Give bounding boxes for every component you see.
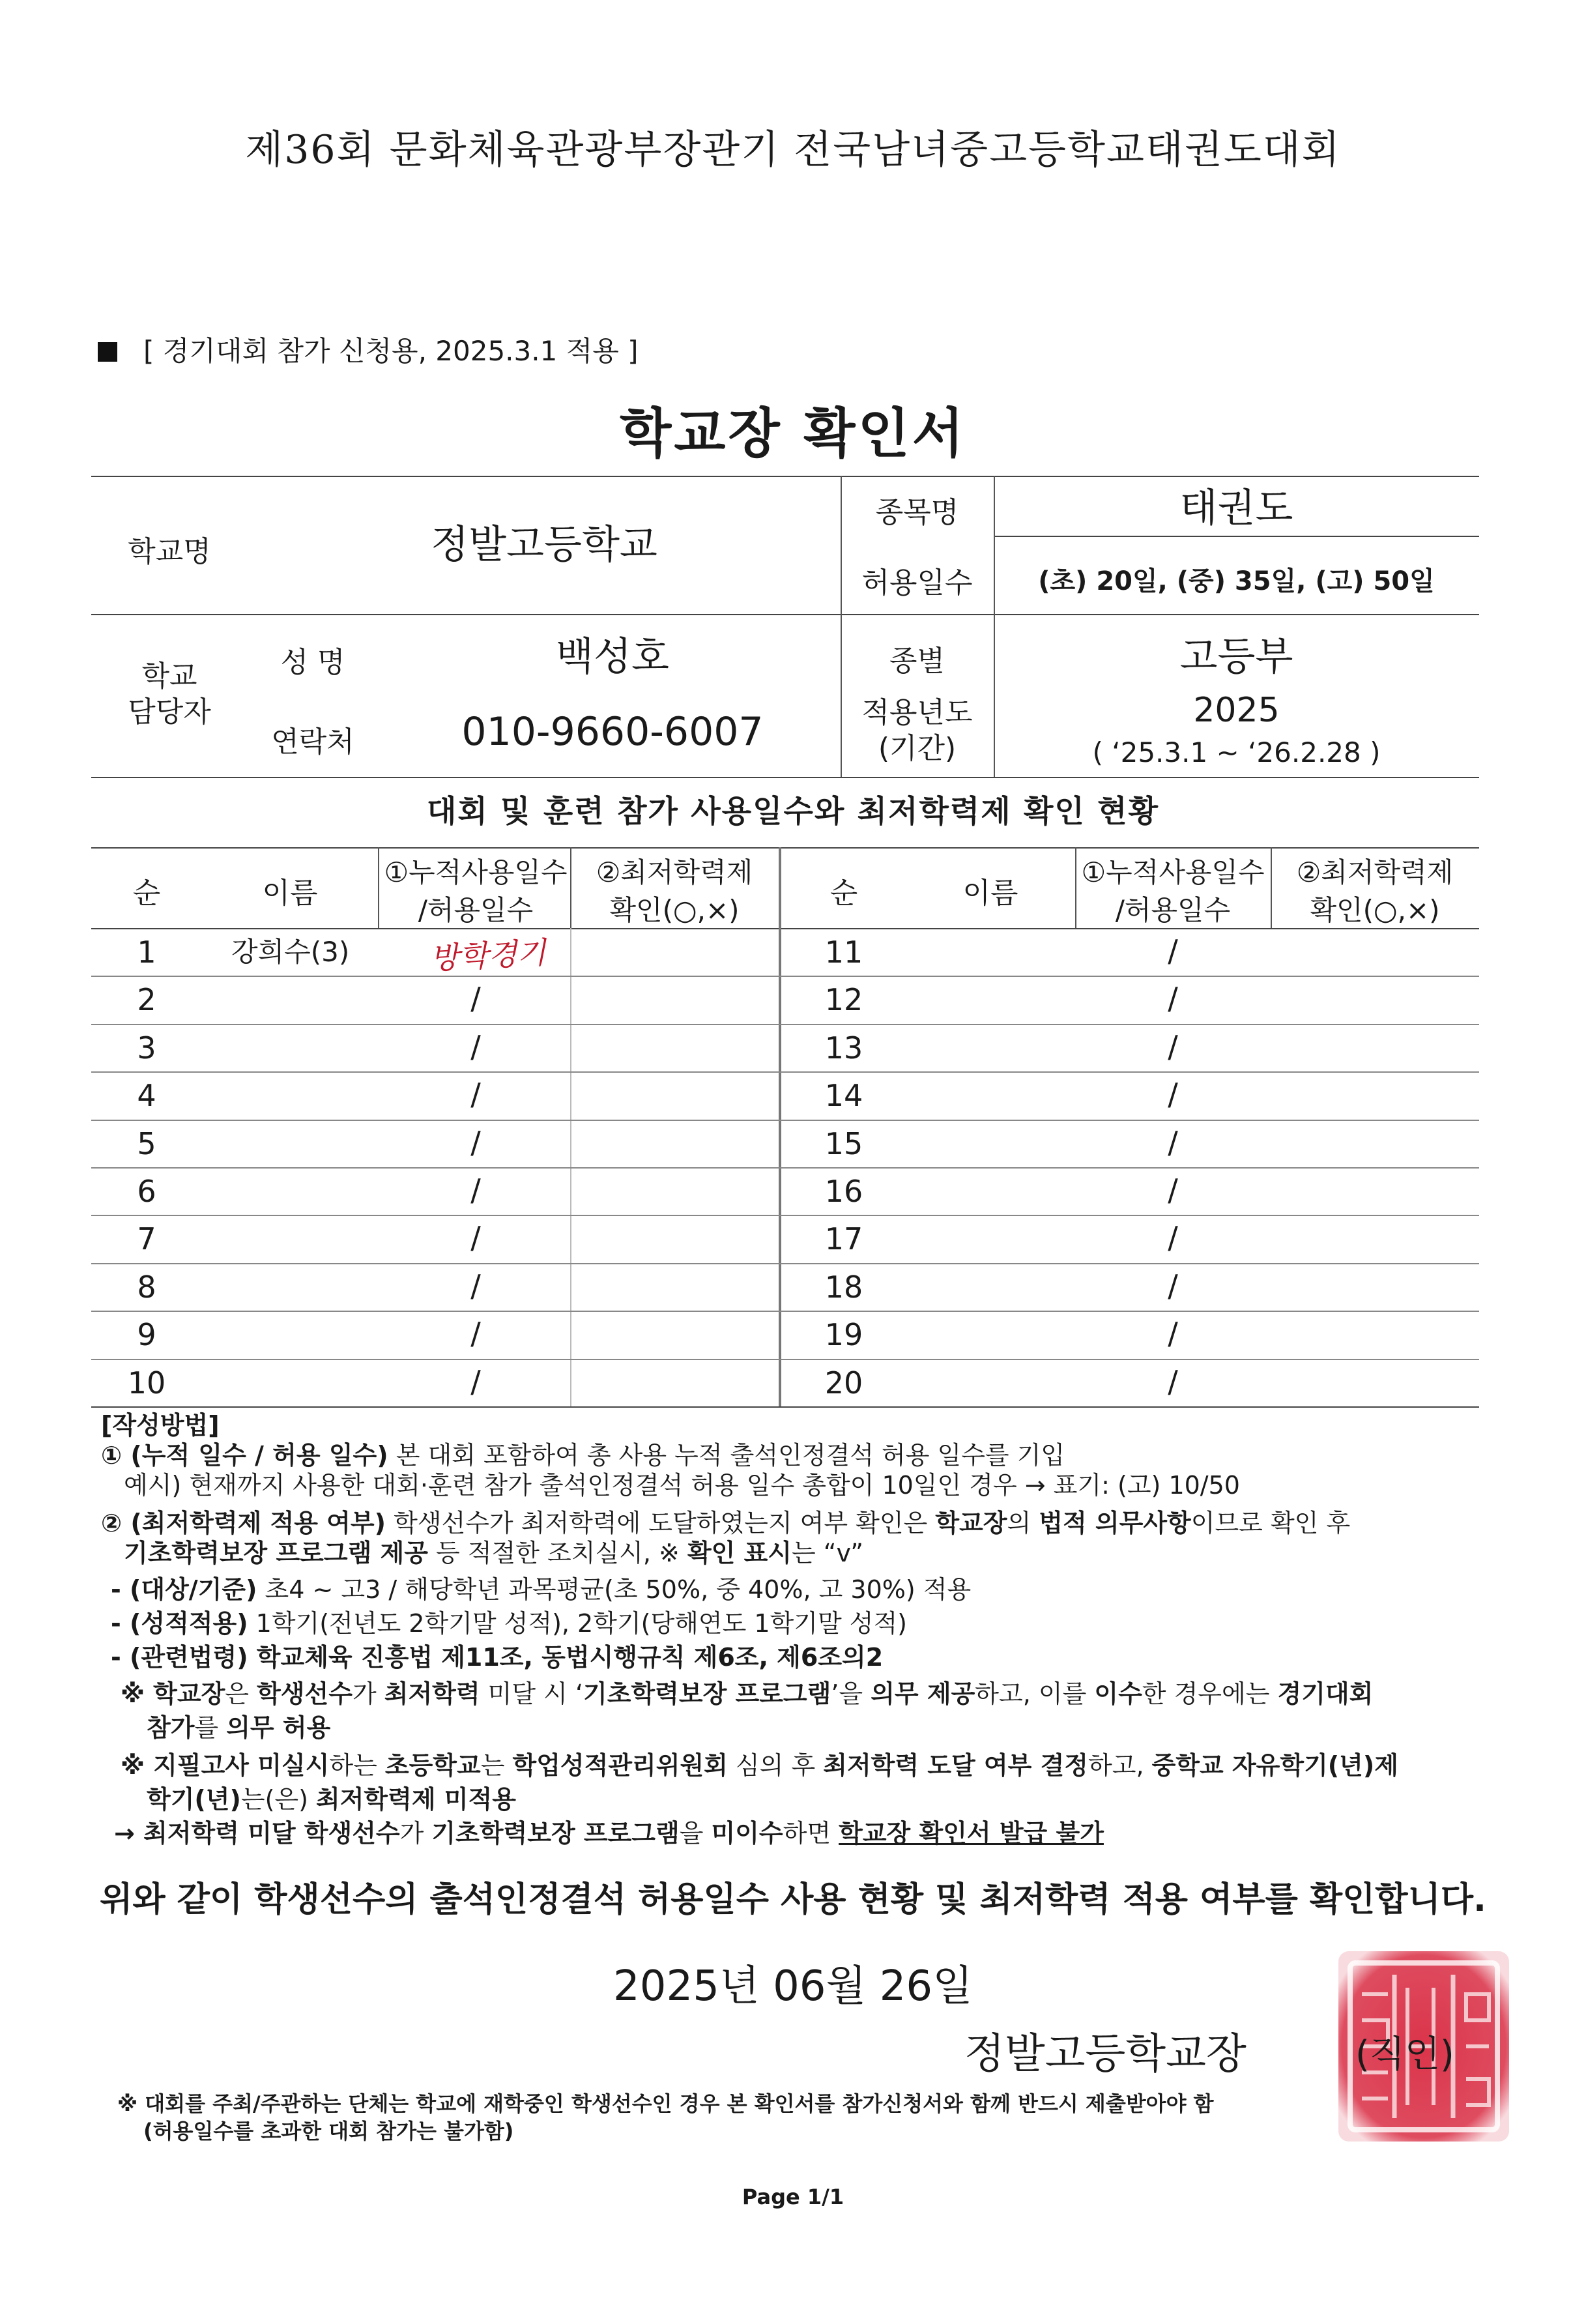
col-name-right: 이름 bbox=[962, 877, 1018, 910]
days-slash: / bbox=[470, 981, 481, 1017]
principal-name: 정발고등학교장 bbox=[964, 2030, 1247, 2078]
row-number: 15 bbox=[824, 1126, 863, 1161]
days-slash: / bbox=[470, 1124, 481, 1160]
issue-date: 2025년 06월 26일 bbox=[613, 1962, 973, 2011]
footnote-line-2: (허용일수를 초과한 대회 참가는 불가함) bbox=[143, 2118, 514, 2143]
row-divider bbox=[91, 1311, 1479, 1312]
document-title: 학교장 확인서 bbox=[620, 403, 966, 465]
days-slash: / bbox=[1168, 1028, 1178, 1064]
status-heading: 대회 및 훈련 참가 사용일수와 최저학력제 확인 현황 bbox=[427, 794, 1159, 830]
days-slash: / bbox=[470, 1220, 481, 1256]
manager-name: 백성호 bbox=[556, 634, 669, 680]
row-number: 5 bbox=[137, 1126, 156, 1161]
row-number: 10 bbox=[127, 1365, 166, 1401]
days-slash: / bbox=[470, 1077, 481, 1112]
row-number: 20 bbox=[824, 1365, 863, 1401]
footnote-line-1: ※ 대회를 주최/주관하는 단체는 학교에 재학중인 학생선수인 경우 본 확인서를 참가신청서와 함께 반드시 제출받아야 함 bbox=[117, 2091, 1214, 2116]
seal-label: (직인) bbox=[1355, 2033, 1454, 2076]
col-no-left: 순 bbox=[132, 877, 161, 910]
instruction-line: 참가를 의무 허용 bbox=[147, 1713, 331, 1742]
row-number: 11 bbox=[824, 935, 863, 970]
instruction-line: ※ 학교장은 학생선수가 최저학력 미달 시 ‘기초학력보장 프로그램’을 의무 제공하고, 이를 이수한 경우에는 경기대회 bbox=[121, 1679, 1374, 1708]
contact-label: 연락처 bbox=[271, 725, 354, 759]
days-slash: / bbox=[1168, 1363, 1178, 1399]
days-slash: / bbox=[1168, 1316, 1178, 1352]
row-divider bbox=[91, 1120, 1479, 1121]
manager-name-label: 성 명 bbox=[280, 646, 345, 679]
days-slash: / bbox=[470, 1028, 481, 1064]
division-label: 종별 bbox=[889, 645, 945, 678]
instruction-line: ② (최저학력제 적용 여부) 학생선수가 최저학력에 도달하였는지 여부 확인은 학교장의 법적 의무사항이므로 확인 후 bbox=[101, 1509, 1351, 1537]
school-label: 학교명 bbox=[128, 535, 211, 568]
row-number: 7 bbox=[137, 1221, 156, 1257]
days-slash: / bbox=[1168, 1077, 1178, 1112]
row-divider bbox=[91, 1167, 1479, 1169]
col-check-right-1: ②최저학력제 bbox=[1296, 856, 1454, 888]
row-number: 4 bbox=[137, 1078, 156, 1114]
instruction-line: - (대상/기준) 초4 ~ 고3 / 해당학년 과목평균(초 50%, 중 40%, 고 30%) 적용 bbox=[111, 1575, 972, 1604]
days-slash: / bbox=[1168, 933, 1178, 968]
instruction-line: 학기(년)는(은) 최저학력제 미적용 bbox=[147, 1785, 516, 1814]
row-number: 1 bbox=[137, 935, 156, 970]
days-slash: / bbox=[1168, 1124, 1178, 1160]
row-divider bbox=[91, 976, 1479, 977]
row-number: 17 bbox=[824, 1221, 863, 1257]
days-slash: / bbox=[1168, 1268, 1178, 1303]
days-slash: / bbox=[470, 1268, 481, 1303]
row-number: 13 bbox=[824, 1030, 863, 1066]
sport-label: 종목명 bbox=[875, 496, 959, 529]
days-slash: / bbox=[1168, 1172, 1178, 1208]
row-number: 18 bbox=[824, 1269, 863, 1305]
contact-value: 010-9660-6007 bbox=[461, 709, 764, 755]
instruction-line: - (관련법령) 학교체육 진흥법 제11조, 동법시행규칙 제6조, 제6조의2 bbox=[111, 1643, 884, 1672]
row-number: 19 bbox=[824, 1317, 863, 1353]
days-slash: / bbox=[470, 1172, 481, 1208]
year-period: ( ‘25.3.1 ~ ‘26.2.28 ) bbox=[1092, 736, 1381, 768]
col-check-left-1: ②최저학력제 bbox=[596, 856, 753, 888]
row-number: 8 bbox=[137, 1269, 156, 1305]
sport-value: 태권도 bbox=[1179, 486, 1293, 531]
instruction-line: → 최저학력 미달 학생선수가 기초학력보장 프로그램을 미이수하면 학교장 확인서 발급 불가 bbox=[114, 1819, 1104, 1848]
student-name: 강희수(3) bbox=[231, 936, 350, 968]
row-divider bbox=[91, 1071, 1479, 1073]
table-bottom-border bbox=[91, 1406, 1479, 1408]
row-number: 6 bbox=[137, 1174, 156, 1209]
days-slash: / bbox=[470, 1363, 481, 1399]
col-days-right-1: ①누적사용일수 bbox=[1081, 856, 1265, 888]
row-number: 16 bbox=[824, 1174, 863, 1209]
col-days-left-2: /허용일수 bbox=[418, 894, 534, 926]
allowed-days-value: (초) 20일, (중) 35일, (고) 50일 bbox=[1038, 566, 1435, 596]
instruction-line: ※ 지필고사 미실시하는 초등학교는 학업성적관리위원회 심의 후 최저학력 도달 여부 결정하고, 중학교 자유학기(년)제 bbox=[121, 1751, 1398, 1780]
instruction-line: 기초학력보장 프로그램 제공 등 적절한 조치실시, ※ 확인 표시는 “v” bbox=[124, 1539, 863, 1567]
confirm-statement: 위와 같이 학생선수의 출석인정결석 허용일수 사용 현황 및 최저학력 적용 여부를 확인합니다. bbox=[100, 1880, 1486, 1919]
col-check-left-2: 확인(○,×) bbox=[609, 894, 740, 926]
allowed-days-label: 허용일수 bbox=[861, 566, 973, 600]
days-slash: / bbox=[470, 1316, 481, 1352]
row-divider bbox=[91, 1359, 1479, 1360]
handwritten-note: 방학경기 bbox=[429, 935, 547, 976]
bullet-square-icon bbox=[98, 342, 117, 362]
days-slash: / bbox=[1168, 1220, 1178, 1256]
row-divider bbox=[91, 1263, 1479, 1264]
row-divider bbox=[91, 1215, 1479, 1216]
col-check-right-2: 확인(○,×) bbox=[1310, 894, 1440, 926]
row-number: 12 bbox=[824, 982, 863, 1018]
col-name-left: 이름 bbox=[262, 877, 318, 910]
col-no-right: 순 bbox=[829, 877, 858, 910]
event-title: 제36회 문화체육관광부장관기 전국남녀중고등학교태권도대회 bbox=[245, 127, 1341, 173]
instructions-heading: [작성방법] bbox=[101, 1411, 220, 1440]
row-number: 2 bbox=[137, 982, 156, 1018]
col-days-left-1: ①누적사용일수 bbox=[384, 856, 568, 888]
instruction-line: 예시) 현재까지 사용한 대회·훈련 참가 출석인정결석 허용 일수 총합이 10일인 경우 → 표기: (고) 10/50 bbox=[124, 1471, 1240, 1500]
col-days-right-2: /허용일수 bbox=[1115, 894, 1231, 926]
days-slash: / bbox=[1168, 981, 1178, 1017]
row-number: 14 bbox=[824, 1078, 863, 1114]
application-note-text: [ 경기대회 참가 신청용, 2025.3.1 적용 ] bbox=[143, 335, 639, 367]
page-number: Page 1/1 bbox=[742, 2185, 844, 2209]
instruction-line: ① (누적 일수 / 허용 일수) 본 대회 포함하여 총 사용 누적 출석인정결석 허용 일수를 기입 bbox=[101, 1441, 1065, 1470]
year-label: 적용년도 (기간) bbox=[861, 696, 973, 765]
application-note bbox=[98, 330, 639, 369]
row-divider bbox=[91, 1024, 1479, 1025]
school-name: 정발고등학교 bbox=[431, 522, 657, 568]
row-number: 9 bbox=[137, 1317, 156, 1353]
instruction-line: - (성적적용) 1학기(전년도 2학기말 성적), 2학기(당해연도 1학기말 성적) bbox=[111, 1609, 908, 1638]
year-value: 2025 bbox=[1193, 691, 1280, 730]
division-value: 고등부 bbox=[1179, 634, 1293, 680]
row-number: 3 bbox=[137, 1030, 156, 1066]
manager-label: 학교 담당자 bbox=[128, 660, 211, 729]
footnote bbox=[117, 2091, 1214, 2145]
